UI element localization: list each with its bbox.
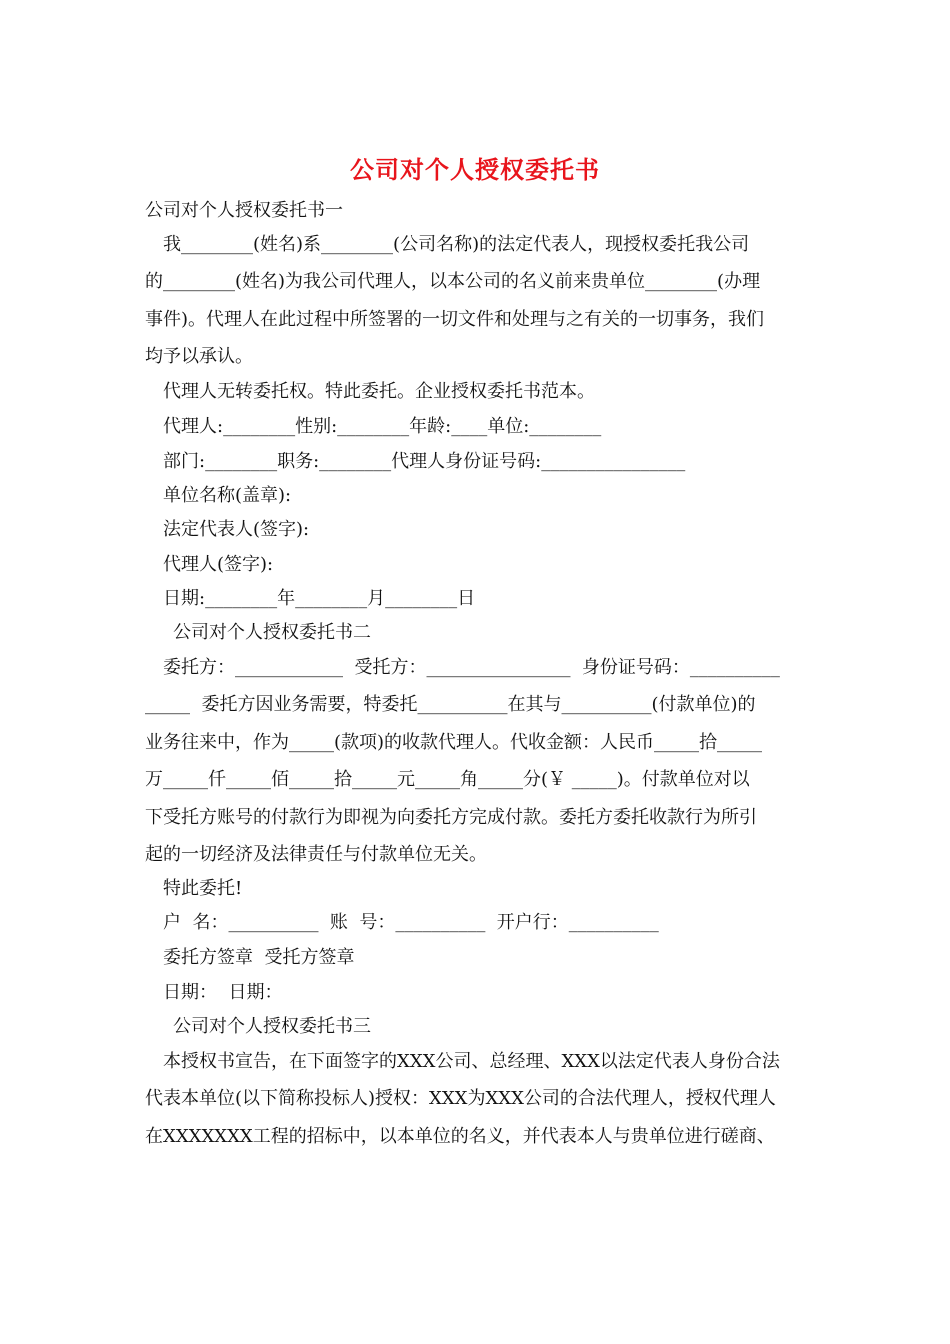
- paragraph-line: 下受托方账号的付款行为即视为向委托方完成付款。委托方委托收款行为所引: [145, 807, 757, 828]
- paragraph-line: 起的一切经济及法律责任与付款单位无关。: [145, 844, 487, 865]
- form-line-agent-info: 代理人:________性别:________年龄:____单位:________: [163, 416, 602, 437]
- paragraph-line: 均予以承认。: [145, 346, 253, 367]
- section-heading-2: 公司对个人授权委托书二: [173, 622, 371, 643]
- form-line-dates: 日期： 日期：: [163, 982, 283, 1003]
- paragraph-line: 在XXXXXXX工程的招标中，以本单位的名义，并代表本人与贵单位进行磋商、: [145, 1126, 775, 1147]
- paragraph-line: _____ 委托方因业务需要，特委托__________在其与__________(付款单位)的: [145, 694, 756, 715]
- form-line-signatures: 委托方签章 受托方签章: [163, 947, 355, 968]
- paragraph-line: 事件)。代理人在此过程中所签署的一切文件和处理与之有关的一切事务，我们: [145, 309, 765, 330]
- form-line-unit-seal: 单位名称(盖章):: [163, 485, 292, 506]
- paragraph-line: 特此委托!: [163, 878, 243, 899]
- section-heading-1: 公司对个人授权委托书一: [145, 200, 343, 221]
- paragraph-line: 我________(姓名)系________(公司名称)的法定代表人，现授权委托我公司: [163, 234, 750, 255]
- paragraph-line: 的________(姓名)为我公司代理人，以本公司的名义前来贵单位________(办理: [145, 271, 761, 292]
- form-line-agent-signature: 代理人(签字):: [163, 554, 274, 575]
- document-title: 公司对个人授权委托书: [350, 155, 600, 184]
- paragraph-line: 代表本单位(以下简称投标人)授权：XXX为XXX公司的合法代理人，授权代理人: [145, 1088, 776, 1109]
- paragraph-line: 代理人无转委托权。特此委托。企业授权委托书范本。: [163, 381, 595, 402]
- form-line-department: 部门:________职务:________代理人身份证号码:________________: [163, 451, 686, 472]
- form-line-legal-rep-signature: 法定代表人(签字):: [163, 519, 310, 540]
- paragraph-line: 本授权书宣告，在下面签字的XXX公司、总经理、XXX以法定代表人身份合法: [163, 1051, 780, 1072]
- form-line-date: 日期:________年________月________日: [163, 588, 476, 609]
- form-line-parties: 委托方：____________ 受托方：________________ 身份证号码：__________: [163, 657, 780, 678]
- form-line-account: 户 名：__________ 账 号：__________ 开户行：__________: [163, 912, 659, 933]
- paragraph-line: 业务往来中，作为_____(款项)的收款代理人。代收金额：人民币_____拾_____: [145, 732, 763, 753]
- section-heading-3: 公司对个人授权委托书三: [173, 1016, 371, 1037]
- paragraph-line: 万_____仟_____佰_____拾_____元_____角_____分(￥ _____)。付款单位对以: [145, 769, 750, 790]
